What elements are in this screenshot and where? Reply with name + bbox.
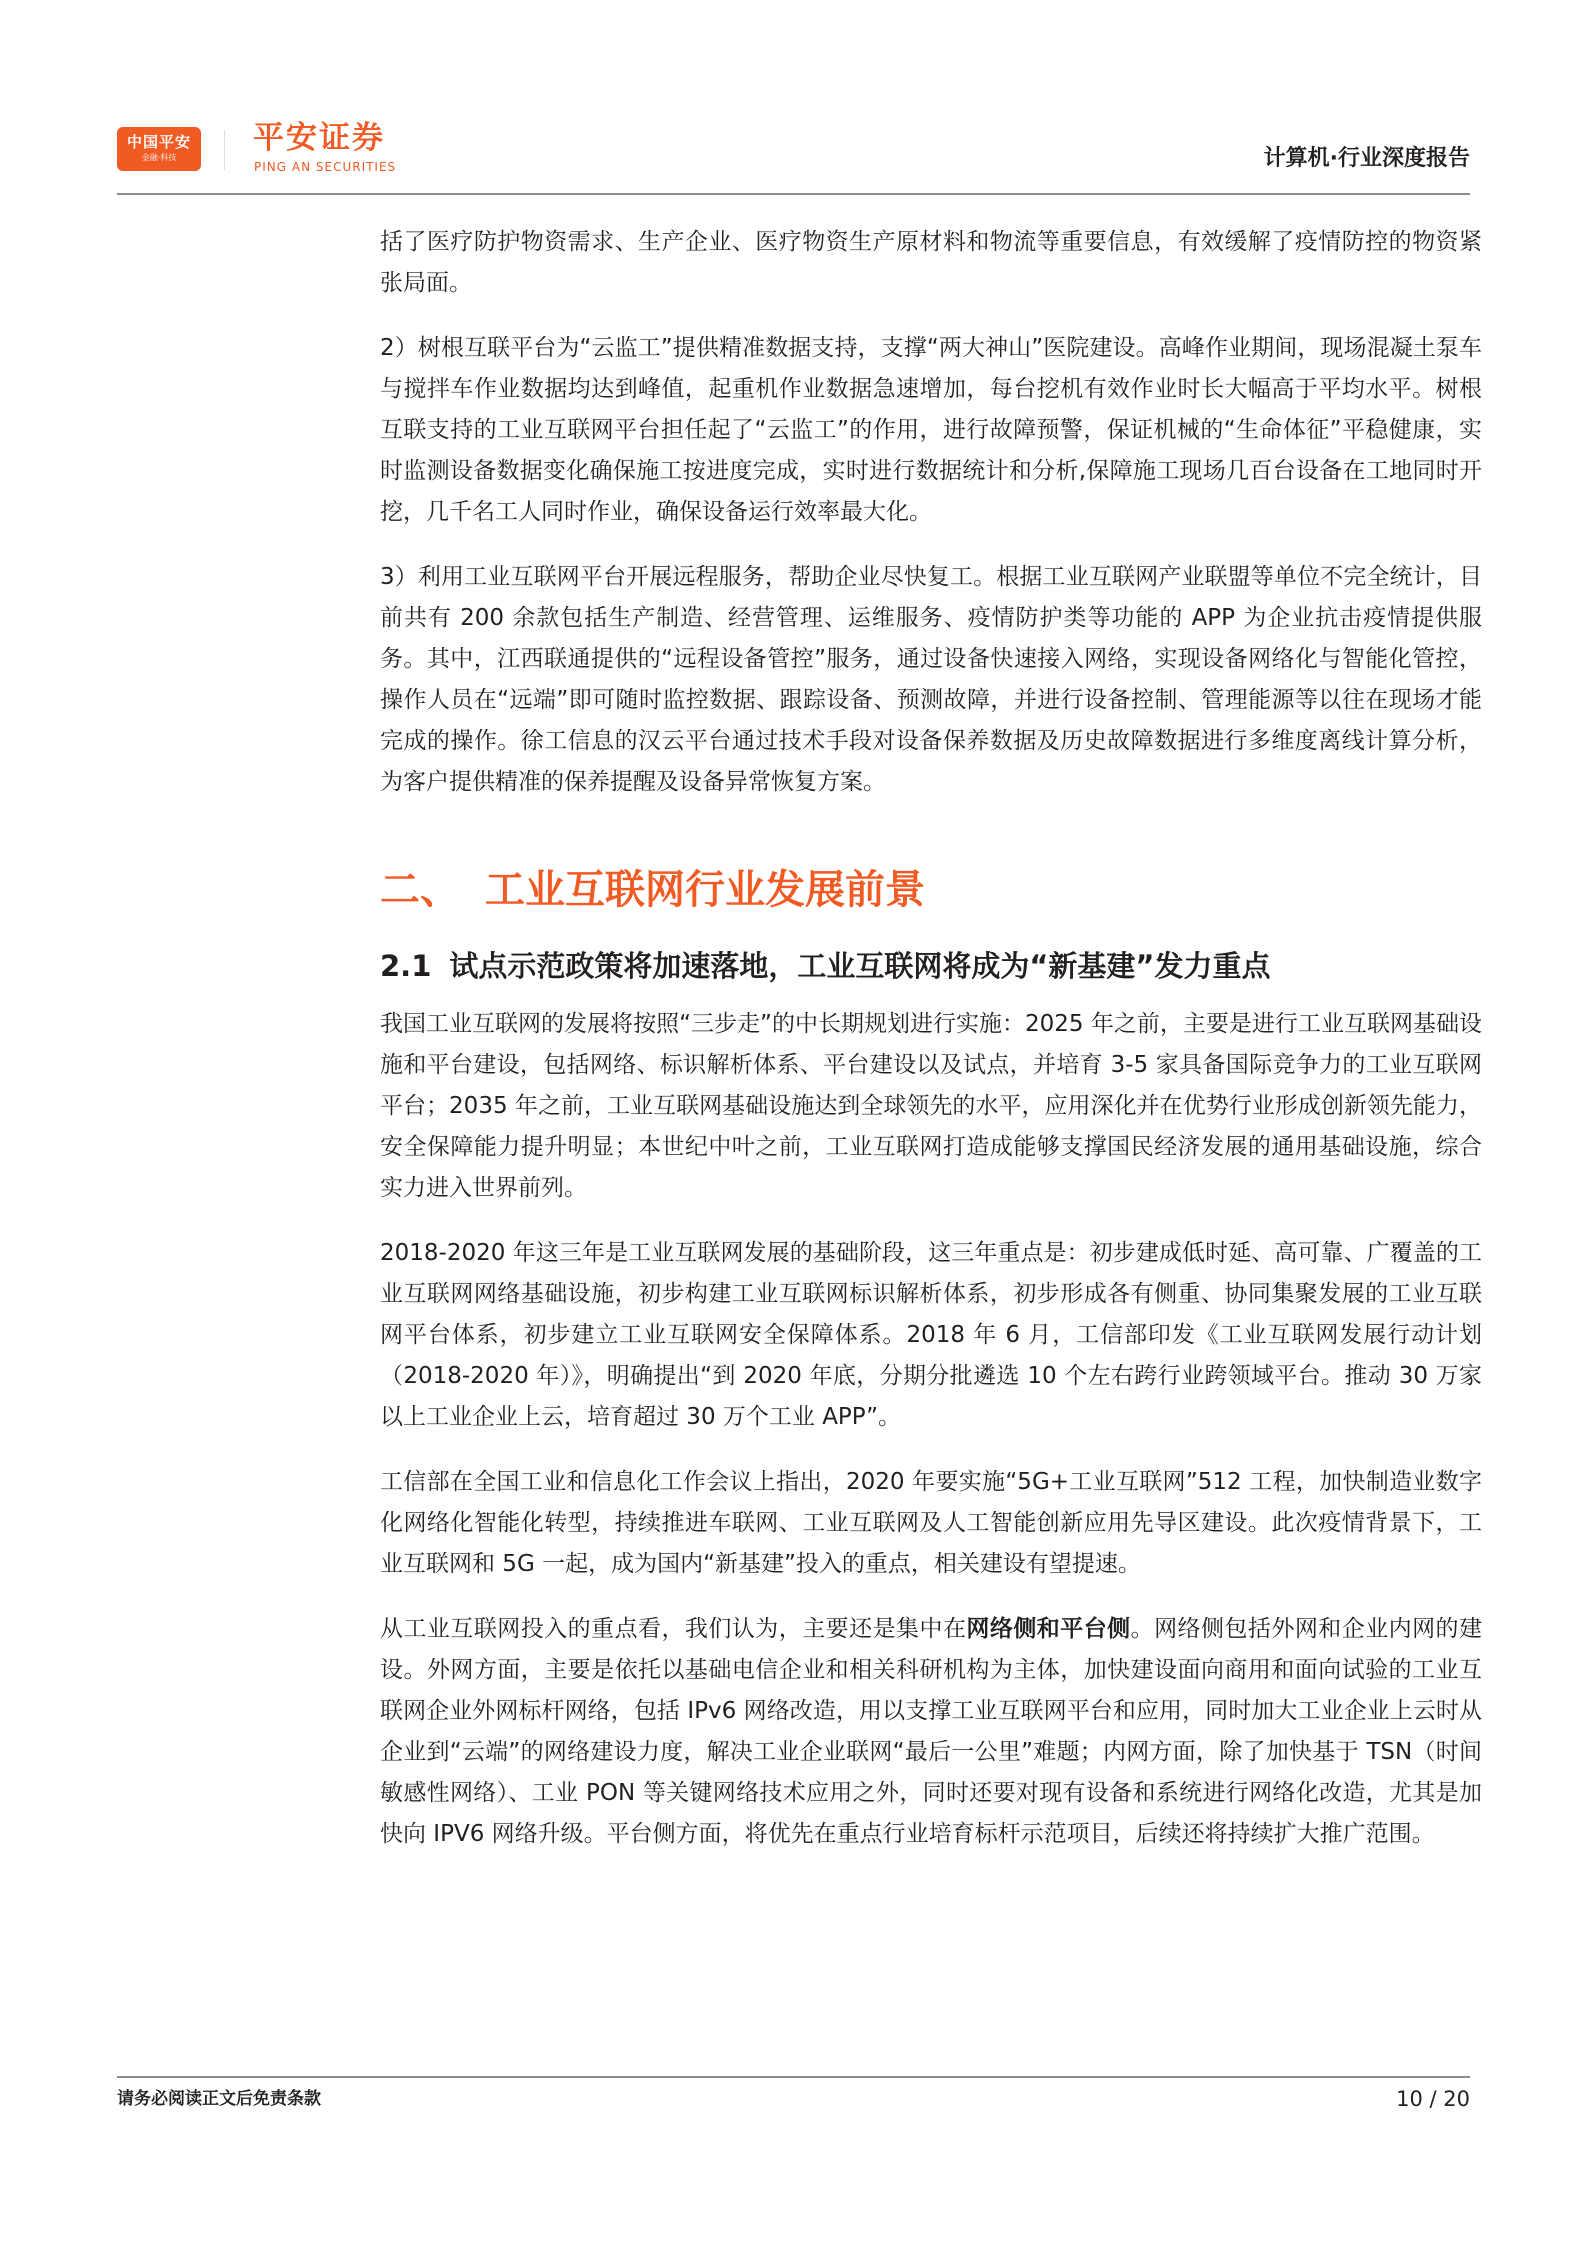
page-number: 10 / 20: [1396, 2087, 1470, 2111]
paragraph-7-lead: 从工业互联网投入的重点看，我们认为，主要还是集中在: [380, 1616, 967, 1642]
paragraph-7-emphasis: 网络侧和平台侧: [966, 1616, 1131, 1642]
paragraph-1: 括了医疗防护物资需求、生产企业、医疗物资生产原材料和物流等重要信息，有效缓解了疫情防控的物资紧张局面。: [380, 229, 1482, 296]
company-name-en: PING AN SECURITIES: [254, 160, 397, 174]
subsection-title: 试点示范政策将加速落地，工业互联网将成为“新基建”发力重点: [449, 949, 1271, 983]
section-title: 工业互联网行业发展前景: [485, 867, 925, 913]
section-number: 二、: [380, 867, 460, 913]
paragraph-7: [380, 1609, 1482, 1855]
paragraph-5: 2018-2020 年这三年是工业互联网发展的基础阶段，这三年重点是：初步建成低时延、高可靠、广覆盖的工业互联网网络基础设施，初步构建工业互联网标识解析体系，初步形成各有侧重、协同集聚发展的工业互联网平台体系，初步建立工业互联网安全保障体系。2018 年 6 月，工信部印发《工业互联网发展行动计划（2018-2020 年）》，明确提出“到 2020 年底，分期分批遴选 10 个左右跨行业跨领域平台。推动 30 万家以上工业企业上云，培育超过 30 万个工业 APP”。: [380, 1240, 1482, 1430]
ping-an-logo: [117, 127, 201, 171]
section-heading: [380, 860, 925, 920]
subsection-number: 2.1: [380, 949, 432, 983]
paragraph-6: 工信部在全国工业和信息化工作会议上指出，2020 年要实施“5G+工业互联网”512 工程，加快制造业数字化网络化智能化转型，持续推进车联网、工业互联网及人工智能创新应用先导区建设。此次疫情背景下，工业互联网和 5G 一起，成为国内“新基建”投入的重点，相关建设有望提速。: [380, 1469, 1482, 1577]
logo-brand-bottom: 金融·科技: [141, 153, 177, 162]
page-header: [0, 0, 1586, 200]
logo-brand-top: 中国平安: [126, 133, 191, 151]
paragraph-7-rest: 。网络侧包括外网和企业内网的建设。外网方面，主要是依托以基础电信企业和相关科研机构为主体，加快建设面向商用和面向试验的工业互联网企业外网标杆网络，包括 IPv6 网络改造，用以支撑工业互联网平台和应用，同时加大工业企业上云时从企业到“云端”的网络建设力度，解决工业企业联网“最后一公里”难题；内网方面，除了加快基于 TSN（时间敏感性网络）、工业 PON 等关键网络技术应用之外，同时还要对现有设备和系统进行网络化改造，尤其是加快向 IPV6 网络升级。平台侧方面，将优先在重点行业培育标杆示范项目，后续还将持续扩大推广范围。: [380, 1616, 1483, 1847]
body-bottom: [380, 1004, 1482, 1879]
company-name: 平安证券: [253, 120, 385, 156]
footer-disclaimer: 请务必阅读正文后免责条款: [117, 2089, 321, 2109]
header-rule: [117, 193, 1470, 195]
footer-rule: [117, 2076, 1470, 2078]
subsection-heading: [380, 944, 1271, 988]
paragraph-2: 2）树根互联平台为“云监工”提供精准数据支持，支撑“两大神山”医院建设。高峰作业期间，现场混凝土泵车与搅拌车作业数据均达到峰值，起重机作业数据急速增加，每台挖机有效作业时长大幅高于平均水平。树根互联支持的工业互联网平台担任起了“云监工”的作用，进行故障预警，保证机械的“生命体征”平稳健康，实时监测设备数据变化确保施工按进度完成，实时进行数据统计和分析,保障施工现场几百台设备在工地同时开挖，几千名工人同时作业，确保设备运行效率最大化。: [380, 335, 1482, 525]
logo-divider: [224, 130, 225, 170]
paragraph-3: 3）利用工业互联网平台开展远程服务，帮助企业尽快复工。根据工业互联网产业联盟等单位不完全统计，目前共有 200 余款包括生产制造、经营管理、运维服务、疫情防护类等功能的 APP 为企业抗击疫情提供服务。其中，江西联通提供的“远程设备管控”服务，通过设备快速接入网络，实现设备网络化与智能化管控，操作人员在“远端”即可随时监控数据、跟踪设备、预测故障，并进行设备控制、管理能源等以往在现场才能完成的操作。徐工信息的汉云平台通过技术手段对设备保养数据及历史故障数据进行多维度离线计算分析，为客户提供精准的保养提醒及设备异常恢复方案。: [380, 564, 1482, 795]
report-category: 计算机·行业深度报告: [1263, 146, 1470, 171]
body-top: [380, 222, 1482, 827]
paragraph-4: 我国工业互联网的发展将按照“三步走”的中长期规划进行实施：2025 年之前，主要是进行工业互联网基础设施和平台建设，包括网络、标识解析体系、平台建设以及试点，并培育 3-5 家具备国际竞争力的工业互联网平台；2035 年之前，工业互联网基础设施达到全球领先的水平，应用深化并在优势行业形成创新领先能力，安全保障能力提升明显；本世纪中叶之前，工业互联网打造成能够支撑国民经济发展的通用基础设施，综合实力进入世界前列。: [380, 1011, 1482, 1201]
